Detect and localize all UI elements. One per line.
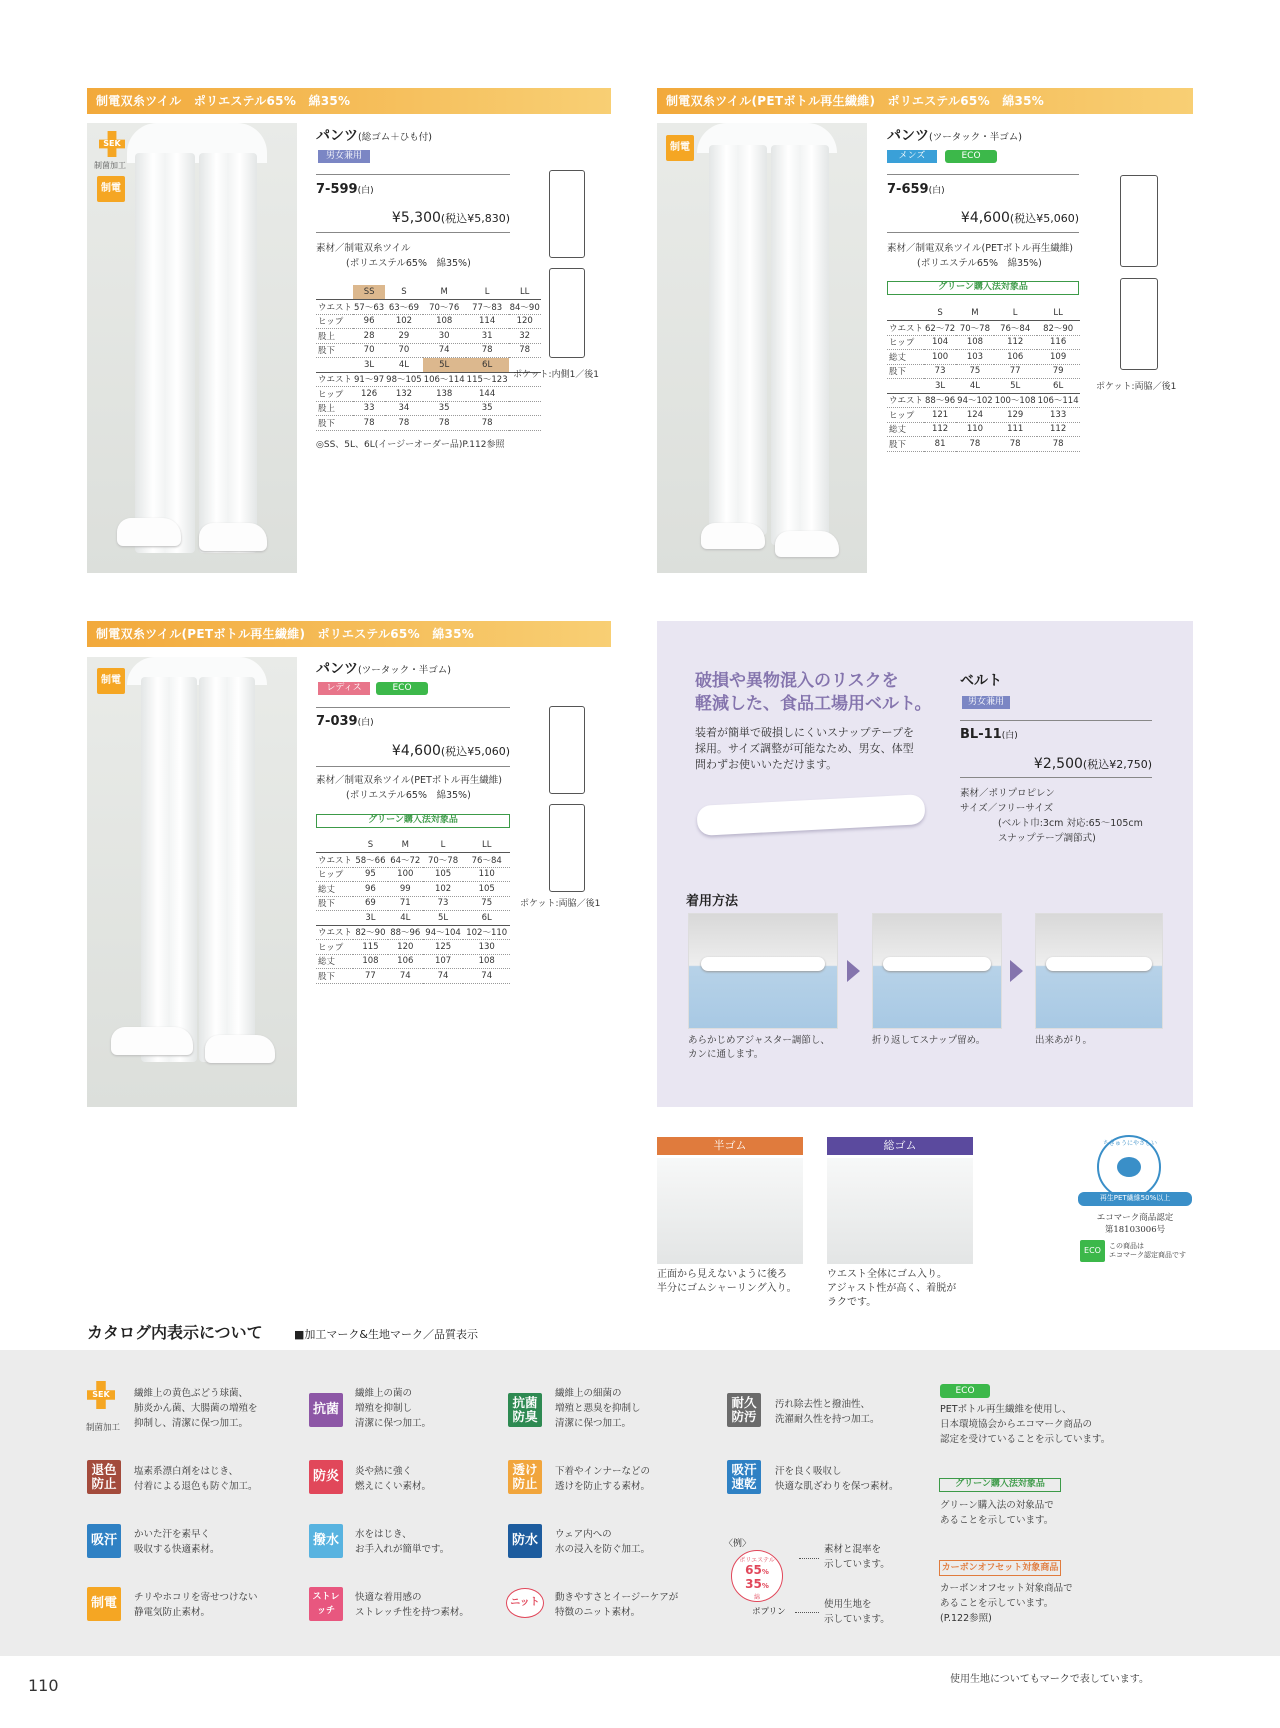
seiden-tag: 制電	[97, 668, 125, 694]
mens-badge: メンズ	[887, 150, 937, 163]
ecomark-cert: エコマーク商品認定 第18103006号	[1096, 1213, 1174, 1235]
arrow-right-icon	[1010, 960, 1023, 982]
product3-code: 7-039(白)	[316, 714, 374, 729]
product3-material: 素材／制電双糸ツイル(PETボトル再生繊維) (ポリエステル65% 綿35%)	[316, 775, 502, 801]
divider	[960, 720, 1152, 721]
divider	[887, 174, 1079, 175]
taikyu-icon: 耐久 防汚	[727, 1393, 761, 1427]
pants-back-sketch-icon	[549, 268, 585, 358]
kyusui-sokkan-icon: 吸汗 速乾	[727, 1460, 761, 1494]
kyukan-desc: かいた汗を素早く 吸収する快適素材。	[134, 1529, 220, 1555]
stretch-desc: 快適な着用感の ストレッチ性を持つ素材。	[355, 1592, 469, 1618]
sek-sub: 制菌加工	[86, 1423, 121, 1433]
hassui-icon: 撥水	[309, 1524, 343, 1558]
sek-desc: 繊維上の黄色ぶどう球菌、 肺炎かん菌、大腸菌の増殖を 抑制し、清潔に保つ加工。	[134, 1388, 258, 1429]
product1-band: 制電双糸ツイル ポリエステル65% 綿35%	[87, 88, 611, 114]
divider	[316, 766, 510, 767]
green-desc: グリーン購入法の対象品で あることを示しています。	[940, 1500, 1054, 1526]
full-gom-header: 総ゴム	[827, 1137, 973, 1155]
seiden-tag: 制電	[97, 176, 125, 202]
eco-badge: ECO	[376, 682, 428, 695]
eco-badge: ECO	[940, 1384, 990, 1398]
arrow-right-icon	[847, 960, 860, 982]
kokin-icon: 抗菌	[309, 1393, 343, 1427]
belt-code: BL-11(白)	[960, 727, 1018, 742]
suke-desc: 下着やインナーなどの 透けを防止する素材。	[555, 1466, 651, 1492]
divider	[960, 777, 1152, 778]
product2-code: 7-659(白)	[887, 182, 945, 197]
taishoku-desc: 塩素系漂白剤をはじき、 付着による退色も防ぐ加工。	[134, 1466, 258, 1492]
half-gom-photo	[657, 1158, 803, 1264]
sek-sub: 制菌加工	[94, 161, 126, 170]
unisex-badge: 男女兼用	[318, 150, 370, 163]
example-desc1: 素材と混率を 示しています。	[824, 1544, 890, 1570]
knit-desc: 動きやすさとイージーケアが 特徴のニット素材。	[555, 1592, 679, 1618]
sek-label: SEK	[92, 1390, 110, 1399]
belt-description: 装着が簡単で破損しにくいスナップテープを 採用。サイズ調整が可能なため、男女、体型 問わずお使いいただけます。	[695, 726, 915, 771]
eco-badge: ECO	[945, 150, 997, 163]
kyusui-sokkan-desc: 汗を良く吸収し 快適な肌ざわりを保つ素材。	[775, 1466, 899, 1492]
pants-front-sketch-icon	[549, 170, 585, 258]
leader-line	[795, 1612, 819, 1613]
carbon-desc: カーボンオフセット対象商品で あることを示しています。 (P.122参照)	[940, 1583, 1073, 1624]
ecomark-pet-label: 再生PET繊維50%以上	[1078, 1192, 1192, 1206]
product2-size-table: S M L LL ウエスト 62〜72 70〜78 76〜84 82〜90 ヒップ 104 108 112 116 総丈 100 103 106 109 股下 73 75 77 79 3L 4L 5L 6L ウエスト 88〜96 94〜102 100〜108 106〜114 ヒップ 121 124 129 133 総丈 112 110 111 112 股下 81 78 78 78	[889, 308, 1079, 450]
seiden-desc: チリやホコリを寄せつけない 静電気防止素材。	[134, 1592, 258, 1618]
product1-price: ¥5,300(税込¥5,830)	[391, 210, 510, 226]
half-gom-header: 半ゴム	[657, 1137, 803, 1155]
step2-caption: 折り返してスナップ留め。	[872, 1035, 986, 1046]
product1-title: パンツ(総ゴム＋ひも付)	[316, 128, 432, 144]
step3-photo	[1035, 913, 1163, 1029]
kokin-boshu-icon: 抗菌 防臭	[508, 1393, 542, 1427]
product3-title: パンツ(ツータック・半ゴム)	[316, 661, 451, 677]
divider	[316, 174, 510, 175]
product3-size-table: S M L LL ウエスト 58〜66 64〜72 70〜78 76〜84 ヒップ 95 100 105 110 総丈 96 99 102 105 股下 69 71 73 75 3L 4L 5L 6L ウエスト 82〜90 88〜96 94〜104 102〜110 ヒップ 115 120 125 130 総丈 108 106 107 108 股下 77 74 74 74	[316, 838, 510, 984]
green-purchase-badge: グリーン購入法対象品	[316, 814, 510, 828]
step3-caption: 出来あがり。	[1035, 1035, 1093, 1046]
divider	[316, 232, 510, 233]
kokin-desc: 繊維上の菌の 増殖を抑制し 清潔に保つ加工。	[355, 1388, 432, 1429]
taikyu-desc: 汚れ除去性と撥油性、 洗濯耐久性を持つ加工。	[775, 1399, 880, 1425]
half-gom-caption: 正面から見えないように後ろ 半分にゴムシャーリング入り。	[657, 1269, 797, 1294]
bosui-icon: 防水	[508, 1524, 542, 1558]
eco-desc: PETボトル再生繊維を使用し、 日本環境協会からエコマーク商品の 認定を受けていることを示しています。	[940, 1404, 1111, 1445]
step1-caption: あらかじめアジャスター調節し、 カンに通します。	[688, 1035, 830, 1060]
product2-pocket: ポケット:両脇／後1	[1096, 382, 1177, 392]
product1-material: 素材／制電双糸ツイル (ポリエステル65% 綿35%)	[316, 243, 471, 269]
quality-example-icon: ポリエステル 65% 35% 綿	[731, 1550, 783, 1602]
product2-title: パンツ(ツータック・半ゴム)	[887, 128, 1022, 144]
boen-icon: 防炎	[309, 1460, 343, 1494]
seiden-tag: 制電	[666, 135, 694, 161]
page-number: 110	[28, 1676, 59, 1695]
green-purchase-badge: グリーン購入法対象品	[887, 281, 1079, 295]
ecomark-note: この商品は エコマーク認定商品です	[1109, 1242, 1186, 1259]
product2-material: 素材／制電双糸ツイル(PETボトル再生繊維) (ポリエステル65% 綿35%)	[887, 243, 1073, 269]
product1-code: 7-599(白)	[316, 182, 374, 197]
taishoku-icon: 退色 防止	[87, 1460, 121, 1494]
product1-footnote: ◎SS、5L、6L(イージーオーダー品)P.112参照	[316, 440, 505, 450]
product3-price: ¥4,600(税込¥5,060)	[391, 743, 510, 759]
product2-band: 制電双糸ツイル(PETボトル再生繊維) ポリエステル65% 綿35%	[657, 88, 1193, 114]
seiden-icon: 制電	[87, 1587, 121, 1621]
kyukan-icon: 吸汗	[87, 1524, 121, 1558]
pants-front-sketch-icon	[549, 706, 585, 794]
sek-label: SEK	[103, 139, 121, 148]
legend-title: カタログ内表示について	[87, 1323, 263, 1342]
product1-pocket: ポケット:内側1／後1	[513, 370, 600, 380]
example-desc2: 使用生地を 示しています。	[824, 1599, 890, 1625]
footer-note: 使用生地についてもマークで表しています。	[950, 1674, 1149, 1685]
legend-subtitle: ■加工マーク&生地マーク／品質表示	[294, 1328, 478, 1341]
product2-photo	[657, 123, 867, 573]
knit-icon: ニット	[506, 1588, 544, 1618]
product1-size-table: SS S M L LL ウエスト 57〜63 63〜69 70〜76 77〜83 84〜90 ヒップ 96 102 108 114 120 股上 28 29 30 31 32 股下 70 70 74 78 78 3L 4L 5L 6L ウエスト 91〜97 98〜105 106〜114 115〜123 ヒップ 126 132 138 144 股上 33 34 35 35 股下 78 78 78 78	[318, 287, 540, 429]
belt-title: ベルト	[960, 673, 1002, 689]
belt-price: ¥2,500(税込¥2,750)	[1033, 756, 1152, 772]
product2-price: ¥4,600(税込¥5,060)	[960, 210, 1079, 226]
pants-back-sketch-icon	[549, 804, 585, 892]
kokin-boshu-desc: 繊維上の細菌の 増殖と悪臭を抑制し 清潔に保つ加工。	[555, 1388, 641, 1429]
divider	[887, 232, 1079, 233]
how-to-wear-title: 着用方法	[686, 894, 739, 909]
step2-photo	[872, 913, 1002, 1029]
carbon-offset-badge: カーボンオフセット対象商品	[939, 1560, 1061, 1576]
belt-headline: 破損や異物混入のリスクを 軽減した、食品工場用ベルト。	[695, 671, 932, 714]
leader-line	[799, 1558, 819, 1559]
example-label: 〈例〉	[724, 1539, 752, 1549]
pants-back-sketch-icon	[1120, 278, 1158, 370]
ladies-badge: レディス	[318, 682, 370, 695]
full-gom-caption: ウエスト全体にゴム入り。 アジャスト性が高く、着脱が ラクです。	[827, 1269, 957, 1308]
product3-photo	[87, 657, 297, 1107]
step1-photo	[688, 913, 838, 1029]
full-gom-photo	[827, 1158, 973, 1264]
suke-icon: 透け 防止	[508, 1460, 542, 1494]
green-purchase-badge: グリーン購入法対象品	[939, 1478, 1061, 1492]
pants-front-sketch-icon	[1120, 175, 1158, 267]
belt-material: 素材／ポリプロピレン サイズ／フリーサイズ (ベルト巾:3cm 対応:65〜105cm スナップテープ調節式)	[960, 788, 1143, 844]
product3-pocket: ポケット:両脇／後1	[520, 899, 601, 909]
ecomark-arc-text: ちきゅうにやさしい	[1102, 1140, 1157, 1147]
hassui-desc: 水をはじき、 お手入れが簡単です。	[355, 1529, 450, 1555]
stretch-icon: ストレッチ	[309, 1587, 343, 1621]
bosui-desc: ウェア内への 水の浸入を防ぐ加工。	[555, 1529, 651, 1555]
divider	[316, 707, 510, 708]
boen-desc: 炎や熱に強く 燃えにくい素材。	[355, 1466, 432, 1492]
eco-badge: ECO	[1080, 1240, 1105, 1262]
example-fabric: ポプリン	[752, 1607, 786, 1617]
product3-band: 制電双糸ツイル(PETボトル再生繊維) ポリエステル65% 綿35%	[87, 621, 611, 647]
unisex-badge: 男女兼用	[962, 696, 1010, 709]
